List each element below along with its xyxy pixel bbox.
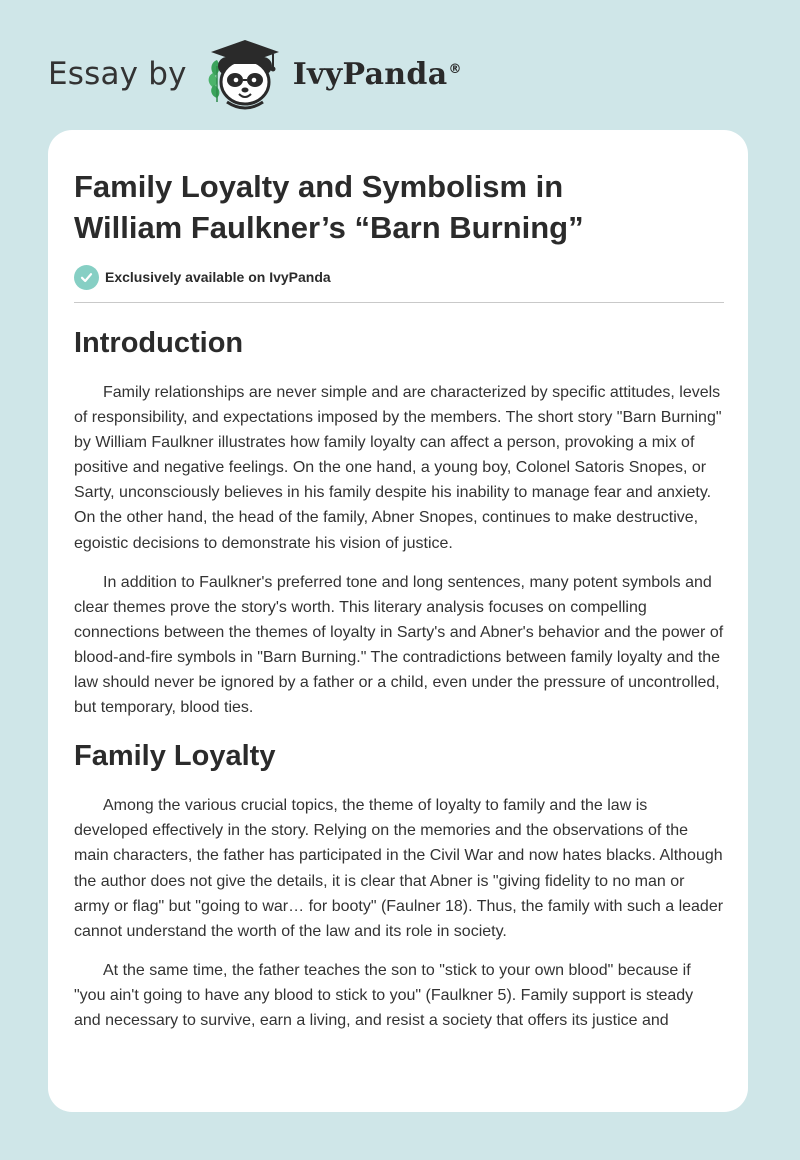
- divider: [74, 302, 724, 303]
- essay-title: [74, 166, 724, 248]
- check-circle-icon: [74, 265, 99, 290]
- brand-prefix: Essay by: [48, 56, 187, 92]
- panda-graduate-icon[interactable]: [201, 36, 291, 112]
- essay-title-line-1: Family Loyalty and Symbolism in: [74, 169, 564, 204]
- paragraph: At the same time, the father teaches the son to "stick to your own blood" because if "you ain't going to have any blood to stick to you" (Faulkner 5). Family support is steady and necessary to survive, earn a living, and resist a society that offers its justice and: [74, 961, 694, 1029]
- exclusive-note: [74, 264, 724, 290]
- section-heading-introduction: Introduction: [74, 327, 244, 359]
- section-heading-family-loyalty: Family Loyalty: [74, 740, 276, 773]
- essay-title-line-2: William Faulkner’s “Barn Burning”: [74, 210, 584, 245]
- brand-name[interactable]: IvyPanda®: [292, 56, 462, 92]
- paragraph: Family relationships are never simple and are characterized by specific attitudes, levels of responsibility, and expectations imposed by the members. The short story "Barn Burning" by William Faulkner illustrates how family loyalty can affect a person, provoking a mix of positive and negative feelings. On the one hand, a young boy, Colonel Satoris Snopes, or Sarty, unconsciously believes in his family despite his inability to manage fear and anxiety. On the other hand, the head of the family, Abner Snopes, continues to make destructive, egoistic decisions to demonstrate his vision of justice.: [74, 384, 722, 552]
- essay-card: [48, 130, 748, 1112]
- paragraph: Among the various crucial topics, the theme of loyalty to family and the law is developed effectively in the story. Relying on the memories and the observations of the main characters, the father has participated in the Civil War and now hates blacks. Although the author does not give the details, it is clear that Abner is "giving fidelity to no man or army or flag" but "going to war… for booty" (Faulner 18). Thus, the family with such a leader cannot understand the worth of the law and its role in society.: [74, 797, 724, 940]
- exclusive-label: Exclusively available on IvyPanda: [105, 269, 331, 285]
- brand-header: [48, 36, 462, 112]
- registered-mark: ®: [448, 61, 462, 77]
- paragraph: In addition to Faulkner's preferred tone and long sentences, many potent symbols and clear themes prove the story's worth. This literary analysis focuses on compelling connections between the themes of loyalty in Sarty's and Abner's behavior and the power of blood-and-fire symbols in "Barn Burning." The contradictions between family loyalty and the law should never be ignored by a father or a child, even under the pressure of uncontrolled, but temporary, blood ties.: [74, 573, 724, 717]
- essay-content: [74, 166, 724, 1033]
